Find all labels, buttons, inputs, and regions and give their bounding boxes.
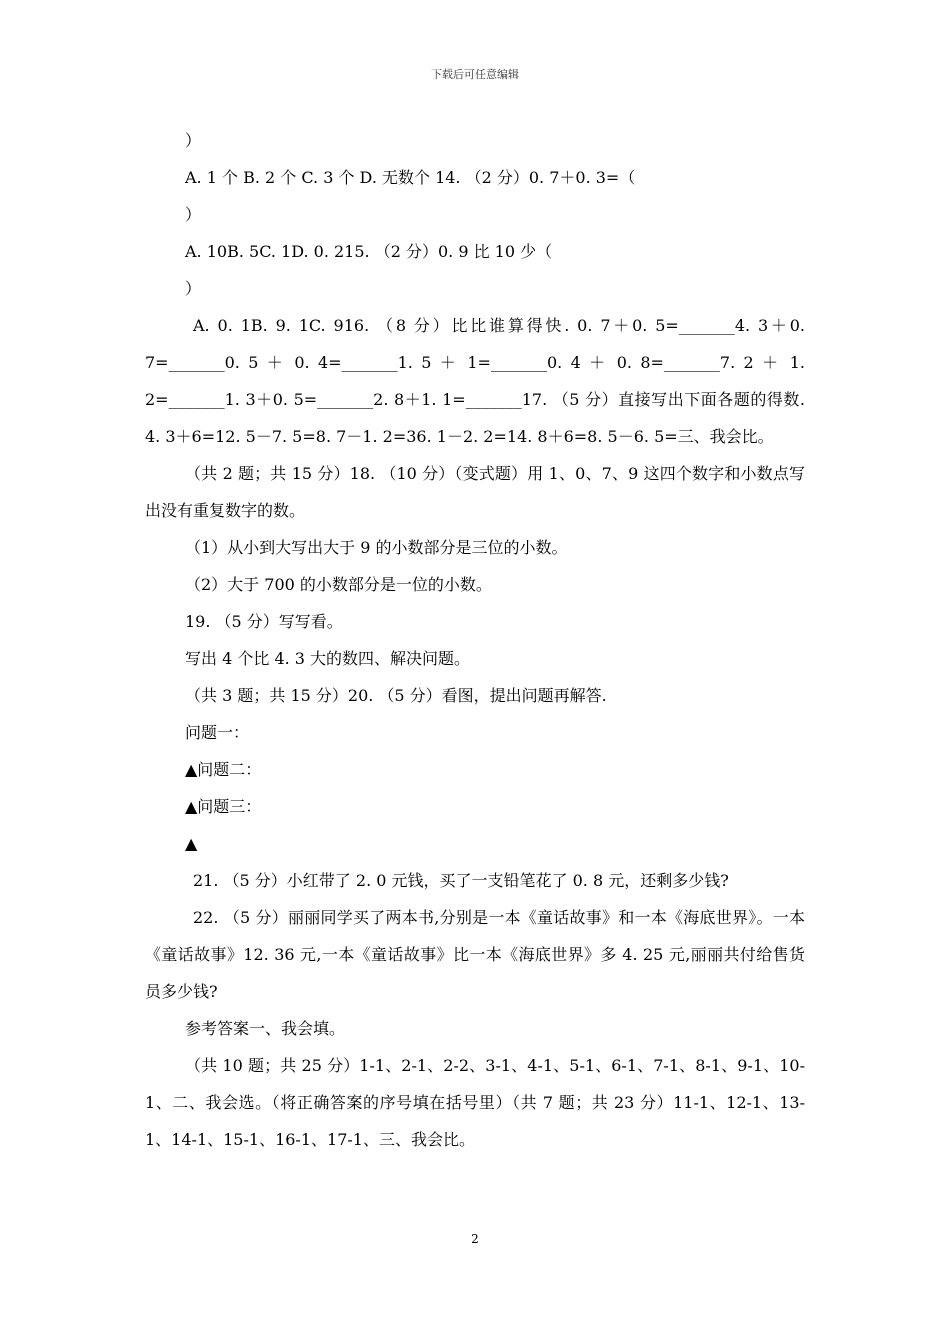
- paragraph: ）: [185, 205, 202, 224]
- paragraph-answers: （共 10 题；共 25 分）1-1、2-1、2-2、3-1、4-1、5-1、6-1、7-1、8-1、9-1、10-1、二、我会选。（将正确答案的序号填在括号里）（共 7 题；共 23 分）11-1、12-1、13-1、14-1、15-1、16-1、17-1、三、我会比。: [145, 1056, 805, 1149]
- paragraph-question-18-2: （2）大于 700 的小数部分是一位的小数。: [185, 575, 492, 594]
- paragraph-question-20: （共 3 题；共 15 分）20. （5 分）看图，提出问题再解答.: [185, 686, 607, 705]
- page-number: 2: [471, 1232, 479, 1246]
- paragraph: ）: [185, 279, 202, 298]
- document-body: [145, 122, 805, 1158]
- page-header: 下载后可任意编辑: [431, 68, 519, 81]
- paragraph: ）: [185, 131, 202, 150]
- paragraph-question-15: A. 10B. 5C. 1D. 0. 215. （2 分）0. 9 比 10 少（: [185, 242, 553, 261]
- paragraph-problem-3: ▲问题三：: [185, 797, 262, 816]
- paragraph-answer-key: 参考答案一、我会填。: [185, 1019, 346, 1038]
- paragraph-question-19: 19. （5 分）写写看。: [185, 612, 343, 631]
- paragraph-question-22: 22. （5 分）丽丽同学买了两本书,分别是一本《童话故事》和一本《海底世界》。一本《童话故事》12. 36 元,一本《童话故事》比一本《海底世界》多 4. 25 元,丽丽共付给售货员多少钱?: [145, 908, 805, 1001]
- paragraph-question-18-1: （1）从小到大写出大于 9 的小数部分是三位的小数。: [185, 538, 568, 557]
- paragraph-question-18: （共 2 题；共 15 分）18. （10 分）（变式题）用 1、0、7、9 这四个数字和小数点写出没有重复数字的数。: [145, 464, 805, 520]
- paragraph-question-19-text: 写出 4 个比 4. 3 大的数四、解决问题。: [185, 649, 471, 668]
- paragraph-question-16-17: A. 0. 1B. 9. 1C. 916. （8 分）比比谁算得快. 0. 7＋0. 5=_______4. 3＋0. 7=_______0. 5 ＋ 0. 4=_______1. 5 ＋ 1=_______0. 4 ＋ 0. 8=_______7. 2 ＋ 1. 2=_______1. 3＋0. 5=_______2. 8＋1. 1=_______17. （5 分）直接写出下面各题的得数. 4. 3＋6=12. 5－7. 5=8. 7－1. 2=36. 1－2. 2=14. 8＋6=8. 5－6. 5=三、我会比。: [145, 316, 805, 446]
- paragraph-problem-2: ▲问题二：: [185, 760, 262, 779]
- paragraph-triangle: ▲: [185, 834, 198, 853]
- paragraph-question-14: A. 1 个 B. 2 个 C. 3 个 D. 无数个 14. （2 分）0. 7＋0. 3=（: [185, 168, 636, 187]
- paragraph-question-21: 21. （5 分）小红带了 2. 0 元钱，买了一支铅笔花了 0. 8 元，还剩多少钱?: [193, 871, 729, 890]
- paragraph-problem-1: 问题一：: [185, 723, 250, 742]
